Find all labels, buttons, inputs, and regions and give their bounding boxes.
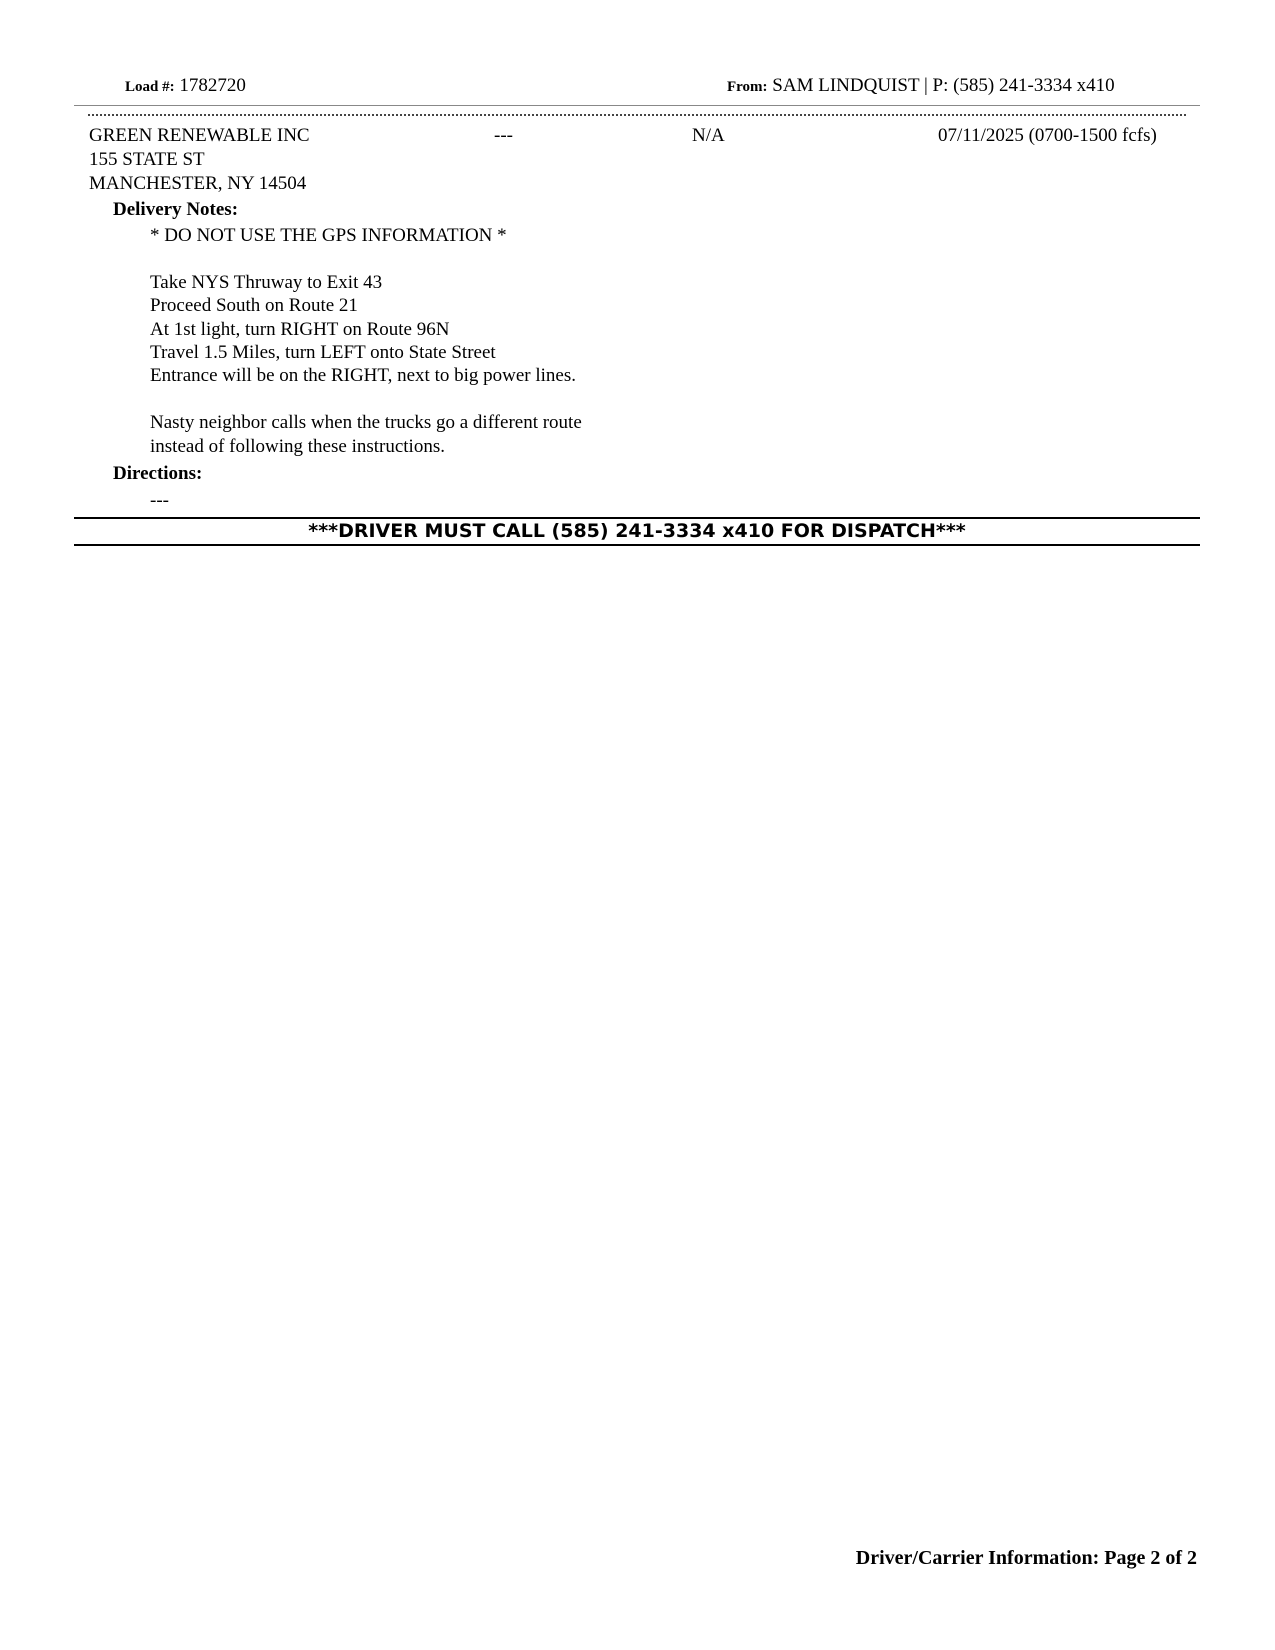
load-number: 1782720: [179, 75, 246, 96]
delivery-note-line: At 1st light, turn RIGHT on Route 96N: [150, 318, 450, 340]
directions-label: Directions:: [113, 463, 203, 484]
delivery-note-line: instead of following these instructions.: [150, 435, 445, 457]
load-label: Load #:: [125, 79, 175, 95]
stop-address: [89, 124, 310, 196]
delivery-note-line: [150, 247, 582, 270]
delivery-note-line: Entrance will be on the RIGHT, next to big power lines.: [150, 365, 576, 387]
directions-value: ---: [150, 490, 169, 511]
header-divider: [74, 105, 1200, 106]
stop-status: N/A: [692, 125, 725, 146]
delivery-note-line: Travel 1.5 Miles, turn LEFT onto State Street: [150, 342, 496, 364]
dispatch-banner: ***DRIVER MUST CALL (585) 241-3334 x410 FOR DISPATCH***: [74, 517, 1200, 546]
address-line: GREEN RENEWABLE INC: [89, 125, 310, 146]
delivery-notes-label: Delivery Notes:: [113, 199, 239, 220]
stop-reference: ---: [494, 125, 513, 146]
from-value: SAM LINDQUIST | P: (585) 241-3334 x410: [772, 75, 1115, 96]
page-footer: Driver/Carrier Information: Page 2 of 2: [855, 1547, 1197, 1569]
address-line: MANCHESTER, NY 14504: [89, 173, 307, 194]
stop-date-window: 07/11/2025 (0700-1500 fcfs): [938, 125, 1157, 146]
delivery-note-line: Nasty neighbor calls when the trucks go a different route: [150, 412, 582, 434]
address-line: 155 STATE ST: [89, 149, 205, 170]
delivery-note-line: Proceed South on Route 21: [150, 295, 358, 317]
from-label: From:: [727, 79, 768, 95]
load-number-header: [125, 74, 246, 99]
delivery-note-line: * DO NOT USE THE GPS INFORMATION *: [150, 225, 507, 246]
delivery-note-line: Take NYS Thruway to Exit 43: [150, 271, 383, 293]
delivery-note-line: [150, 388, 582, 411]
from-header: [727, 74, 1115, 99]
dotted-divider: [88, 114, 1186, 116]
delivery-notes-body: [150, 224, 582, 458]
